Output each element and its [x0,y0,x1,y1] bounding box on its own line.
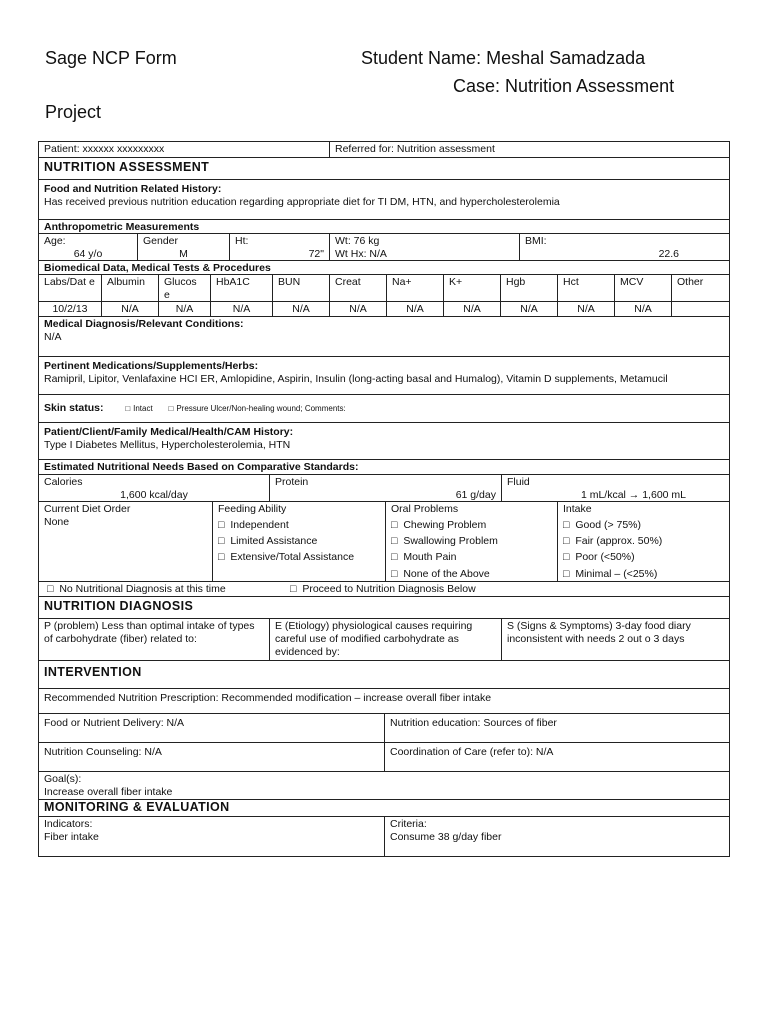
feeding-ability-option-label: Limited Assistance [230,535,318,548]
section-heading-assessment: NUTRITION ASSESSMENT [44,160,210,174]
gender-value[interactable]: M [179,248,188,260]
height-value[interactable]: 72" [308,248,324,260]
intake-option[interactable] [563,519,724,532]
checkbox-icon[interactable]: □ [563,551,570,564]
food-history-text[interactable]: Has received previous nutrition education regarding appropriate diet for TI DM, HTN, and hypercholesterolemia [44,196,560,209]
form-title-line2: Project [45,102,102,122]
criteria-text[interactable]: Consume 38 g/day fiber [390,831,502,844]
lab-value-cell[interactable]: N/A [443,302,500,316]
skin-status-label: Skin status: [44,402,104,414]
diagnosis-etiology[interactable]: E (Etiology) physiological causes requiring careful use of modified carbohydrate as evidenced by: [269,619,501,660]
indicators-label: Indicators: [44,818,93,830]
lab-header-cell: Hgb [500,275,557,301]
protein-value[interactable]: 61 g/day [455,489,496,501]
nutrition-prescription[interactable]: Recommended Nutrition Prescription: Recommended modification – increase overall fiber intake [44,692,492,704]
checkbox-icon[interactable]: □ [47,583,54,595]
lab-value-cell[interactable]: N/A [272,302,329,316]
weight-label[interactable]: Wt: 76 kg [335,235,380,247]
food-history-label: Food and Nutrition Related History: [44,183,222,195]
lab-header-cell: Albumin [101,275,158,301]
checkbox-icon[interactable]: □ [391,551,398,564]
oral-problem-option-label: Mouth Pain [403,551,457,564]
intake-option-label: Fair (approx. 50%) [575,535,663,548]
medical-diagnosis-text[interactable]: N/A [44,331,62,344]
height-label: Ht: [235,235,249,247]
oral-problem-option-label: Swallowing Problem [403,535,498,548]
lab-value-cell[interactable]: N/A [101,302,158,316]
bmi-value[interactable]: 22.6 [658,248,679,260]
gender-label: Gender [143,235,179,247]
needs-label: Estimated Nutritional Needs Based on Comparative Standards: [44,461,359,473]
food-delivery[interactable]: Food or Nutrient Delivery: N/A [44,717,185,729]
indicators-text[interactable]: Fiber intake [44,831,99,844]
lab-value-cell[interactable]: N/A [500,302,557,316]
age-label: Age: [44,235,66,247]
intake-label: Intake [563,503,592,515]
goals-text[interactable]: Increase overall fiber intake [44,786,173,799]
lab-header-cell: K+ [443,275,500,301]
diagnosis-problem[interactable]: P (problem) Less than optimal intake of types of carbohydrate (fiber) related to: [44,620,255,646]
intake-option[interactable] [563,535,724,548]
intake-option-label: Good (> 75%) [575,519,642,532]
section-heading-diagnosis: NUTRITION DIAGNOSIS [44,599,194,613]
checkbox-icon[interactable]: □ [391,567,398,580]
skin-intact-option: Intact [133,404,153,413]
lab-header-cell: BUN [272,275,329,301]
medications-label: Pertinent Medications/Supplements/Herbs: [44,360,259,372]
lab-value-cell[interactable]: N/A [386,302,443,316]
oral-problem-option[interactable] [391,519,552,532]
lab-value-cell[interactable]: N/A [614,302,671,316]
intake-option[interactable] [563,551,724,564]
checkbox-icon[interactable]: □ [168,404,174,413]
lab-value-cell[interactable]: 10/2/13 [52,303,88,315]
patient-field[interactable]: Patient: xxxxxx xxxxxxxxx [44,143,165,155]
student-name: Student Name: Meshal Samadzada [361,48,646,68]
feeding-ability-option-label: Extensive/Total Assistance [230,551,355,564]
oral-problem-option[interactable] [391,535,552,548]
oral-problem-option-label: None of the Above [403,567,490,580]
ncp-form [38,141,730,857]
oral-problems-label: Oral Problems [391,503,459,515]
case-title: Case: Nutrition Assessment [453,76,675,96]
lab-value-cell[interactable]: N/A [158,302,210,316]
feeding-ability-option-label: Independent [230,519,289,532]
medications-text[interactable]: Ramipril, Lipitor, Venlafaxine HCI ER, Amlopidine, Aspirin, Insulin (long-acting basal and Humalog), Vitamin D supplements, Metamucil [44,373,668,386]
weight-history-label[interactable]: Wt Hx: N/A [335,248,387,260]
goals-label: Goal(s): [44,773,82,785]
lab-value-cell[interactable]: N/A [210,302,272,316]
checkbox-icon[interactable]: □ [563,519,570,532]
medical-diagnosis-label: Medical Diagnosis/Relevant Conditions: [44,318,244,330]
checkbox-icon[interactable]: □ [218,519,225,532]
feeding-ability-label: Feeding Ability [218,503,287,515]
history-label: Patient/Client/Family Medical/Health/CAM History: [44,426,294,438]
diagnosis-signs[interactable]: S (Signs & Symptoms) 3-day food diary inconsistent with needs 2 out o 3 days [501,619,729,660]
lab-value-cell[interactable]: N/A [329,302,386,316]
diet-order-label: Current Diet Order [44,503,131,515]
age-value[interactable]: 64 y/o [73,248,103,260]
checkbox-icon[interactable]: □ [391,519,398,532]
proceed-diagnosis-option: Proceed to Nutrition Diagnosis Below [302,583,476,595]
coordination-of-care[interactable]: Coordination of Care (refer to): N/A [384,743,729,771]
lab-value-cell[interactable] [671,302,729,316]
referred-field[interactable]: Referred for: Nutrition assessment [329,142,729,157]
lab-header-cell: Glucos e [158,275,210,301]
no-diagnosis-option: No Nutritional Diagnosis at this time [59,583,226,595]
feeding-ability-option[interactable] [218,551,380,564]
section-heading-monitoring: MONITORING & EVALUATION [44,800,230,814]
lab-header-cell: Labs/Dat e [44,276,95,288]
feeding-ability-option[interactable] [218,535,380,548]
lab-header-cell: Other [671,275,729,301]
lab-header-cell: Na+ [386,275,443,301]
intake-option-label: Poor (<50%) [575,551,635,564]
feeding-ability-option[interactable] [218,519,380,532]
checkbox-icon[interactable]: □ [290,583,297,595]
checkbox-icon[interactable]: □ [563,567,570,580]
lab-header-cell: MCV [614,275,671,301]
patient-row [39,142,729,157]
labs-header-row [39,274,729,301]
nutrition-education[interactable]: Nutrition education: Sources of fiber [384,714,729,742]
history-text[interactable]: Type I Diabetes Mellitus, Hypercholesterolemia, HTN [44,439,291,452]
lab-value-cell[interactable]: N/A [557,302,614,316]
checkbox-icon[interactable]: □ [391,535,398,548]
criteria-label: Criteria: [390,818,427,830]
fluid-value[interactable]: 1 mL/kcal → 1,600 mL [580,489,686,501]
checkbox-icon[interactable]: □ [563,535,570,548]
checkbox-icon[interactable]: □ [125,404,131,413]
intake-option-label: Minimal – (<25%) [575,567,658,580]
section-heading-intervention: INTERVENTION [44,665,142,679]
form-title: Sage NCP Form [45,48,177,68]
nutrition-counseling[interactable]: Nutrition Counseling: N/A [44,746,162,758]
intake-option[interactable] [563,568,724,581]
protein-label: Protein [275,476,309,488]
labs-value-row [39,301,729,316]
diet-order-value[interactable]: None [44,516,70,529]
lab-header-cell: Creat [329,275,386,301]
anthro-label: Anthropometric Measurements [44,221,200,233]
skin-ulcer-option: Pressure Ulcer/Non-healing wound; Comments: [176,404,346,413]
oral-problem-option[interactable] [391,551,552,564]
checkbox-icon[interactable]: □ [218,551,225,564]
biomed-label: Biomedical Data, Medical Tests & Procedures [44,262,271,274]
bmi-label: BMI: [525,235,547,247]
oral-problem-option[interactable] [391,568,552,581]
checkbox-icon[interactable]: □ [218,535,225,548]
lab-header-cell: HbA1C [210,275,272,301]
calories-value[interactable]: 1,600 kcal/day [120,489,188,501]
calories-label: Calories [44,476,83,488]
fluid-label: Fluid [507,476,530,488]
oral-problem-option-label: Chewing Problem [403,519,487,532]
lab-header-cell: Hct [557,275,614,301]
